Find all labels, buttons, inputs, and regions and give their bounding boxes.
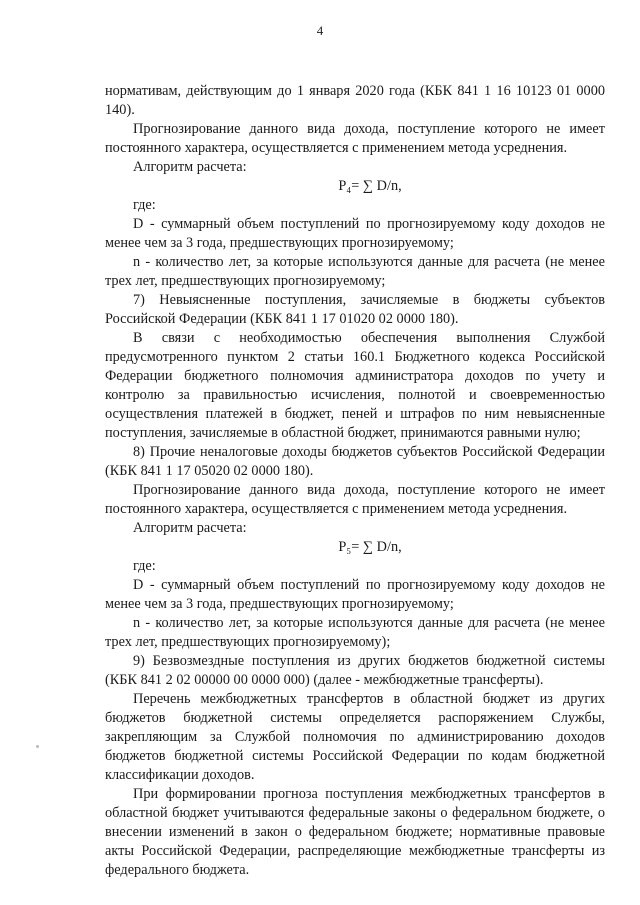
transfers-forecast-paragraph: При формировании прогноза поступления межбюджетных трансфертов в областной бюджет учитываются федеральные законы о федеральном бюджете, о внесении изменений в закон о федеральном бюджете; нормативные правовые акты Российской Федерации, распределяющие межбюджетные трансферты из федерального бюджета. bbox=[105, 786, 605, 878]
item-7-body: В связи с необходимостью обеспечения выполнения Службой предусмотренного пунктом 2 статьи 160.1 Бюджетного кодекса Российской Федерации бюджетного полномочия администратора доходов по учету и контролю за правильностью исчисления, полнотой и своевременностью осуществления платежей в бюджет, пеней и штрафов по ним невыясненные поступления, зачисляемые в областной бюджет, принимаются равными нулю; bbox=[105, 330, 605, 441]
where-label: где: bbox=[133, 197, 156, 213]
paragraph-forecasting-note-2: Прогнозирование данного вида дохода, поступление которого не имеет постоянного характера, осуществляется с применением метода усреднения. bbox=[105, 482, 605, 517]
page-number: 4 bbox=[316, 23, 324, 38]
definition-d: D - суммарный объем поступлений по прогнозируемому коду доходов не менее чем за 3 года, предшествующих прогнозируемому; bbox=[105, 216, 605, 251]
definition-n: n - количество лет, за которые используются данные для расчета (не менее трех лет, предшествующих прогнозируемому; bbox=[105, 254, 605, 289]
paragraph-continuation: нормативам, действующим до 1 января 2020 года (КБК 841 1 16 10123 01 0000 140). bbox=[105, 83, 605, 118]
definition-n-2: n - количество лет, за которые используются данные для расчета (не менее трех лет, предшествующих прогнозируемому); bbox=[105, 615, 605, 650]
formula-p5: P₅= ∑ D/n, bbox=[338, 539, 402, 555]
formula-p4: P₄= ∑ D/n, bbox=[338, 178, 402, 194]
algorithm-label-2: Алгоритм расчета: bbox=[133, 520, 247, 536]
item-8-heading: 8) Прочие неналоговые доходы бюджетов субъектов Российской Федерации (КБК 841 1 17 05020 02 0000 180). bbox=[105, 444, 605, 479]
scan-speck bbox=[36, 745, 39, 748]
paragraph-forecasting-note: Прогнозирование данного вида дохода, поступление которого не имеет постоянного характера, осуществляется с применением метода усреднения. bbox=[105, 121, 605, 156]
where-label-2: где: bbox=[133, 558, 156, 574]
algorithm-label: Алгоритм расчета: bbox=[133, 159, 247, 175]
transfers-list-paragraph: Перечень межбюджетных трансфертов в областной бюджет из других бюджетов бюджетной системы определяется распоряжением Службы, закрепляющим за Службой полномочия по администрированию доходов бюджетов бюджетной системы Российской Федерации по кодам бюджетной классификации доходов. bbox=[105, 691, 605, 783]
item-7-heading: 7) Невыясненные поступления, зачисляемые в бюджеты субъектов Российской Федерации (КБК 841 1 17 01020 02 0000 180). bbox=[105, 292, 605, 327]
document-body bbox=[105, 82, 605, 880]
definition-d-2: D - суммарный объем поступлений по прогнозируемому коду доходов не менее чем за 3 года, предшествующих прогнозируемому; bbox=[105, 577, 605, 612]
item-9-heading: 9) Безвозмездные поступления из других бюджетов бюджетной системы (КБК 841 2 02 00000 00 0000 000) (далее - межбюджетные трансферты). bbox=[105, 653, 605, 688]
